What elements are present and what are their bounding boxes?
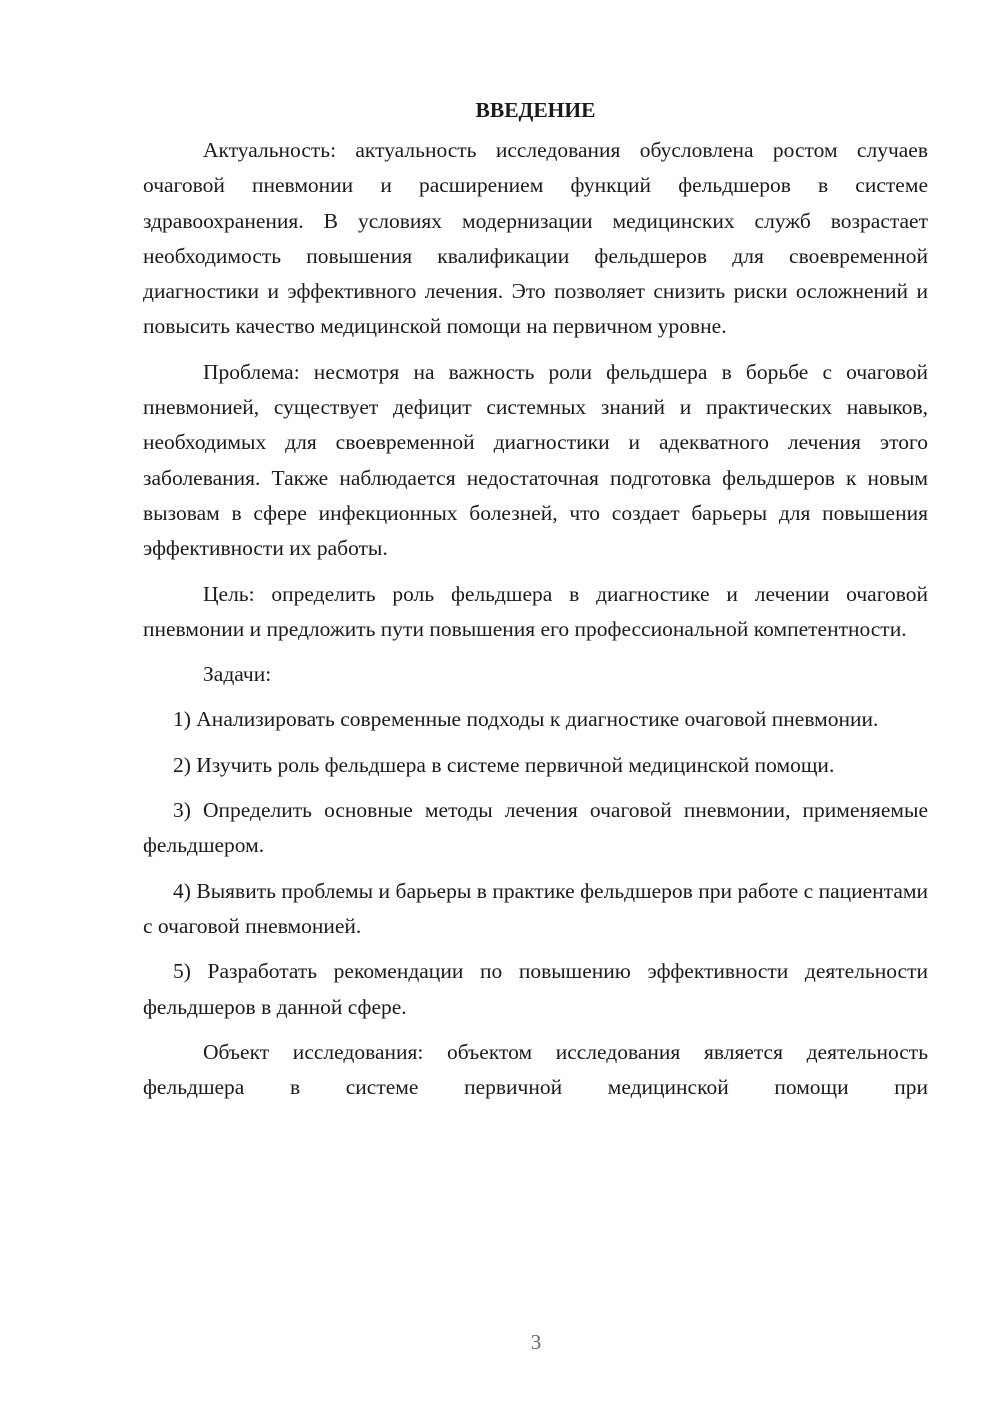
page-number: 3 [530, 1330, 542, 1354]
task-item: 3) Определить основные методы лечения очаговой пневмонии, применяемые фельдшером. [143, 798, 928, 858]
document-page [143, 88, 928, 1115]
problem-paragraph: Проблема: несмотря на важность роли фельдшера в борьбе с очаговой пневмонией, существует дефицит системных знаний и практических навыков, необходимых для своевременной диагностики и адекватного лечения этого заболевания. Также наблюдается недостаточная подготовка фельдшеров к новым вызовам в сфере инфекционных болезней, что создает барьеры для повышения эффективности их работы. [143, 359, 928, 561]
section-title: ВВЕДЕНИЕ [475, 98, 596, 122]
relevance-paragraph: Актуальность: актуальность исследования обусловлена ростом случаев очаговой пневмонии и расширением функций фельдшеров в системе здравоохранения. В условиях модернизации медицинских служб возрастает необходимость повышения квалификации фельдшеров для своевременной диагностики и эффективного лечения. Это позволяет снизить риски осложнений и повысить качество медицинской помощи на первичном уровне. [143, 138, 928, 339]
task-item: 1) Анализировать современные подходы к диагностике очаговой пневмонии. [173, 707, 879, 732]
tasks-heading: Задачи: [203, 662, 272, 687]
object-paragraph: Объект исследования: объектом исследования является деятельность фельдшера в системе первичной медицинской помощи при [143, 1039, 928, 1100]
task-item: 2) Изучить роль фельдшера в системе первичной медицинской помощи. [173, 752, 835, 777]
task-item: 5) Разработать рекомендации по повышению эффективности деятельности фельдшеров в данной сфере. [143, 959, 928, 1019]
task-item: 4) Выявить проблемы и барьеры в практике фельдшеров при работе с пациентами с очаговой пневмонией. [143, 878, 928, 938]
goal-paragraph: Цель: определить роль фельдшера в диагностике и лечении очаговой пневмонии и предложить пути повышения его профессиональной компетентности. [143, 581, 928, 641]
